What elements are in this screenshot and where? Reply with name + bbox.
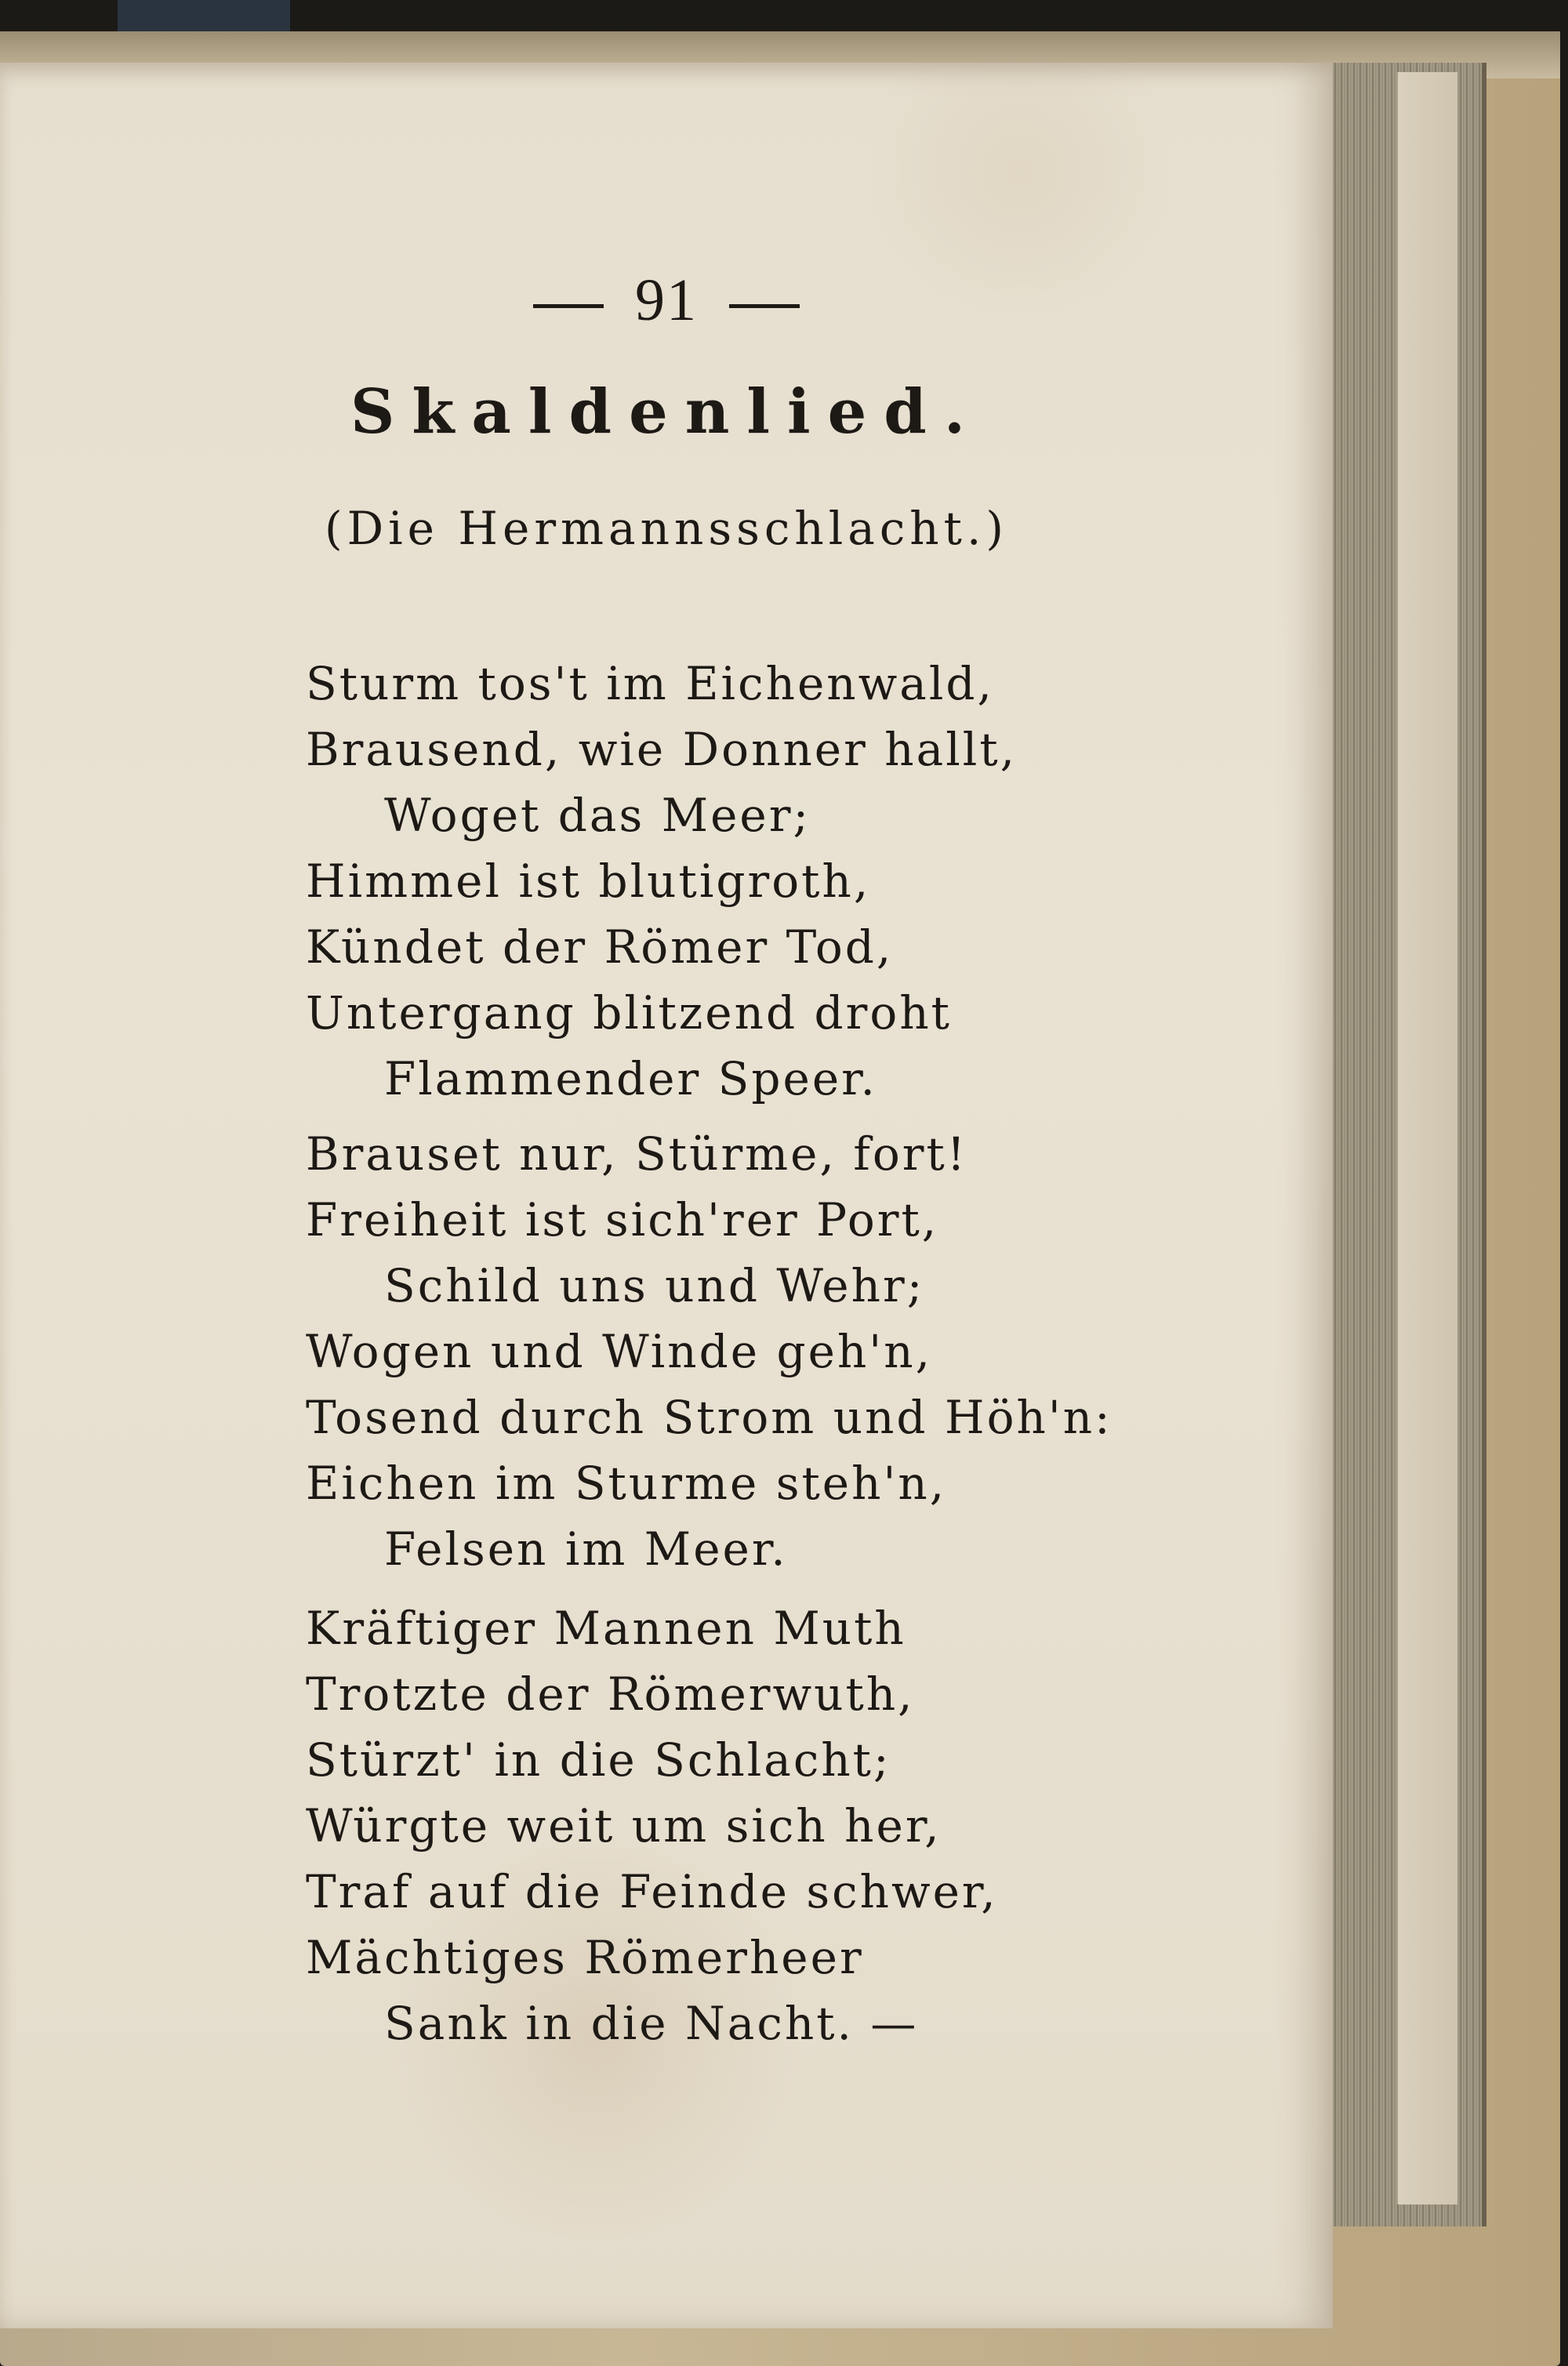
verse-line: Freiheit ist sich'rer Port, — [306, 1193, 939, 1247]
stanza-1 — [306, 651, 1017, 1112]
page-number-header — [0, 267, 1333, 335]
verse-line: Traf auf die Feinde schwer, — [306, 1865, 998, 1918]
verse-line: Felsen im Meer. — [384, 1522, 788, 1576]
verse-line: Wogen und Winde geh'n, — [306, 1325, 933, 1378]
verse-line: Himmel ist blutigroth, — [306, 855, 871, 908]
verse-line: Stürzt' in die Schlacht; — [306, 1733, 891, 1787]
verse-line: Kräftiger Mannen Muth — [306, 1602, 906, 1655]
verse-line: Schild uns und Wehr; — [384, 1259, 925, 1312]
verse-line: Trotzte der Römerwuth, — [306, 1667, 915, 1721]
verse-line: Kündet der Römer Tod, — [306, 920, 894, 974]
verse-line: Würgte weit um sich her, — [306, 1799, 942, 1853]
page-edges-inner — [1396, 72, 1457, 2205]
book-spine — [118, 0, 290, 33]
verse-line: Brausend, wie Donner hallt, — [306, 723, 1018, 776]
verse-line: Tosend durch Strom und Höh'n: — [306, 1391, 1112, 1444]
verse-line: Flammender Speer. — [384, 1052, 877, 1105]
verse-line: Mächtiges Römerheer — [306, 1931, 864, 1984]
poem-title: Skaldenlied. — [350, 376, 982, 448]
verse-line: Untergang blitzend droht — [306, 986, 952, 1040]
verse-line: Woget das Meer; — [384, 789, 811, 842]
poem-subtitle: (Die Hermannsschlacht.) — [324, 502, 1009, 555]
stanza-3 — [306, 1595, 998, 2056]
verse-line: Brauset nur, Stürme, fort! — [306, 1127, 968, 1181]
verse-line: Sturm tos't im Eichenwald, — [306, 657, 994, 710]
dash-left — [533, 304, 604, 308]
page-content — [0, 63, 1333, 2328]
book-page — [0, 63, 1333, 2328]
verse-line: Eichen im Sturme steh'n, — [306, 1457, 947, 1510]
stanza-2 — [306, 1121, 1112, 1582]
dash-right — [729, 304, 800, 308]
page-number: 91 — [635, 267, 698, 333]
verse-line: Sank in die Nacht. — — [384, 1997, 919, 2050]
